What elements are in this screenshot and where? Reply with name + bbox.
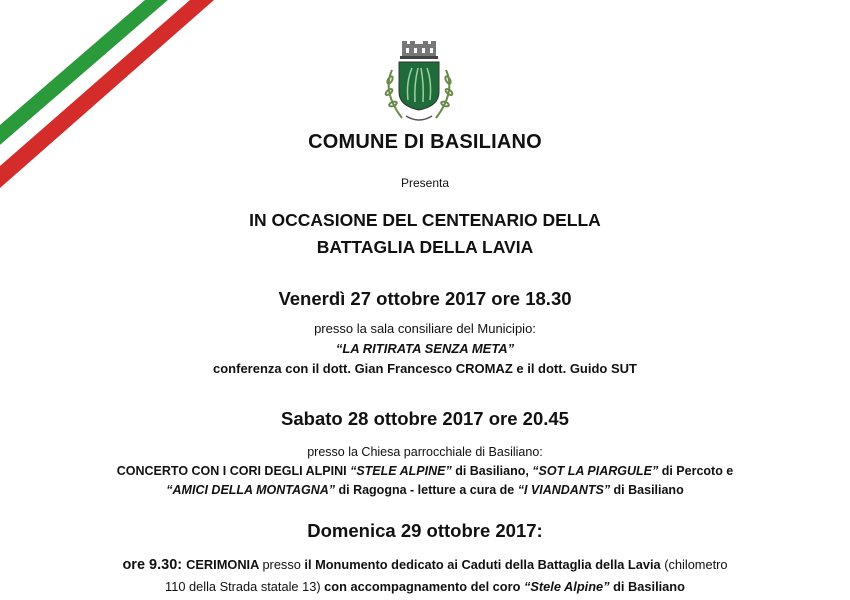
event-2-date: Sabato 28 ottobre 2017 ore 20.45 (281, 408, 569, 429)
event-1-venue: presso la sala consiliare del Municipio: (314, 321, 536, 336)
event-3-ceremony-line-2: 110 della Strada statale 13) con accompagnamento del coro “Stele Alpine” di Basiliano (165, 579, 685, 594)
event-3-details (0, 554, 850, 597)
event-1-title: “LA RITIRATA SENZA META” (335, 341, 515, 356)
coat-of-arms-icon (378, 40, 460, 126)
page-title: COMUNE DI BASILIANO (308, 131, 542, 153)
event-2-concert-line-2: “AMICI DELLA MONTAGNA” di Ragogna - letture a cura de “I VIANDANTS” di Basiliano (166, 483, 684, 497)
ribbon-red-stripe (0, 0, 214, 188)
headline-line-2: BATTAGLIA DELLA LAVIA (316, 237, 534, 257)
event-1-date: Venerdì 27 ottobre 2017 ore 18.30 (278, 288, 572, 309)
ribbon-bow-icon (406, 116, 432, 120)
event-3-date: Domenica 29 ottobre 2017: (307, 520, 543, 541)
event-3-ceremony-line-1: ore 9.30: CERIMONIA presso il Monumento dedicato ai Caduti della Battaglia della Lavia (chilometro (122, 557, 728, 573)
event-2-venue: presso la Chiesa parrocchiale di Basiliano: (307, 445, 543, 459)
headline-line-1: IN OCCASIONE DEL CENTENARIO DELLA (249, 210, 601, 230)
event-headline (0, 207, 850, 261)
mural-crown-icon (400, 41, 438, 59)
event-1-description: conferenza con il dott. Gian Francesco CROMAZ e il dott. Guido SUT (213, 361, 637, 376)
presenta-label: Presenta (400, 176, 450, 190)
shield-icon (399, 62, 439, 110)
event-2-concert-line-1: CONCERTO CON I CORI DEGLI ALPINI “STELE ALPINE” di Basiliano, “SOT LA PIARGULE” di Percoto e (116, 464, 734, 478)
italian-flag-ribbon (0, 0, 220, 200)
event-2-details (0, 443, 850, 500)
event-1-details (0, 319, 850, 379)
